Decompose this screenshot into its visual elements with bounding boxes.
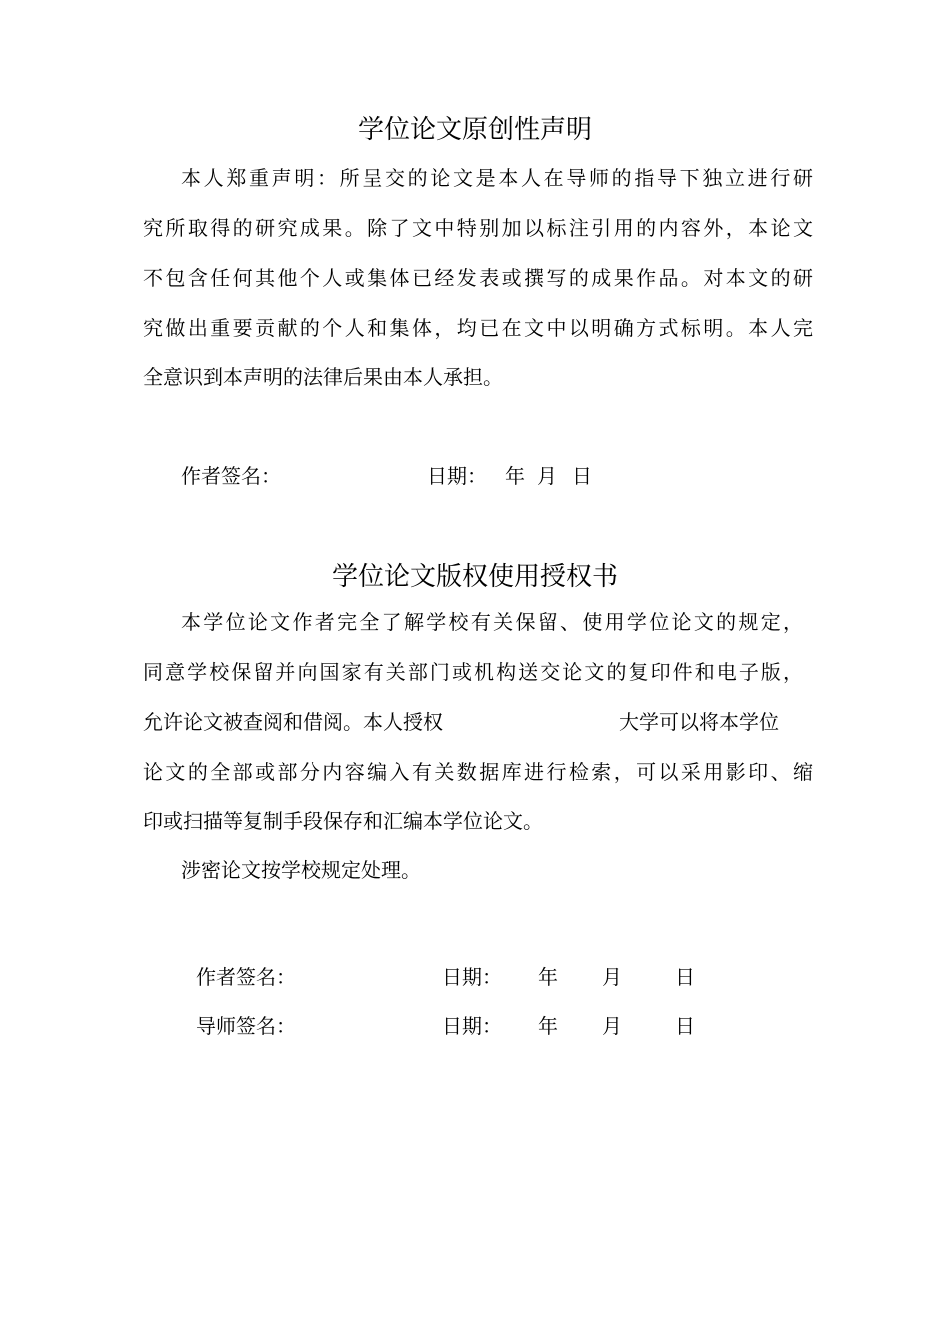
authorization-supervisor-month-label: 月 xyxy=(602,1014,622,1038)
authorization-line-4: 论文的全部或部分内容编入有关数据库进行检索，可以采用影印、缩 xyxy=(143,760,813,784)
authorization-author-month-label: 月 xyxy=(602,965,622,989)
declaration-author-signature-label: 作者签名： xyxy=(181,464,281,488)
authorization-author-date-label: 日期： xyxy=(442,965,502,989)
authorization-author-signature-label: 作者签名： xyxy=(196,965,296,989)
authorization-title: 学位论文版权使用授权书 xyxy=(331,562,618,592)
declaration-day-label: 日 xyxy=(572,464,592,488)
authorization-line-2: 同意学校保留并向国家有关部门或机构送交论文的复印件和电子版， xyxy=(143,660,803,684)
declaration-year-label: 年 xyxy=(505,464,525,488)
authorization-supervisor-year-label: 年 xyxy=(538,1014,558,1038)
authorization-supervisor-date-label: 日期： xyxy=(442,1014,502,1038)
declaration-line-3: 不包含任何其他个人或集体已经发表或撰写的成果作品。对本文的研 xyxy=(143,266,813,290)
authorization-line-5: 印或扫描等复制手段保存和汇编本学位论文。 xyxy=(143,809,543,833)
declaration-line-2: 究所取得的研究成果。除了文中特别加以标注引用的内容外，本论文 xyxy=(143,216,813,240)
declaration-month-label: 月 xyxy=(537,464,557,488)
authorization-line-3a: 允许论文被查阅和借阅。本人授权 xyxy=(143,710,443,734)
declaration-line-4: 究做出重要贡献的个人和集体，均已在文中以明确方式标明。本人完 xyxy=(143,316,813,340)
authorization-line-3b: 大学可以将本学位 xyxy=(619,710,779,734)
declaration-title: 学位论文原创性声明 xyxy=(357,115,592,145)
authorization-author-day-label: 日 xyxy=(675,965,695,989)
declaration-line-1: 本人郑重声明：所呈交的论文是本人在导师的指导下独立进行研 xyxy=(181,166,813,190)
authorization-author-year-label: 年 xyxy=(538,965,558,989)
authorization-supervisor-signature-label: 导师签名： xyxy=(196,1014,296,1038)
authorization-supervisor-day-label: 日 xyxy=(675,1014,695,1038)
declaration-line-5: 全意识到本声明的法律后果由本人承担。 xyxy=(143,365,503,389)
authorization-line-1: 本学位论文作者完全了解学校有关保留、使用学位论文的规定， xyxy=(181,610,803,634)
authorization-line-6: 涉密论文按学校规定处理。 xyxy=(181,858,421,882)
declaration-date-label: 日期： xyxy=(427,464,487,488)
